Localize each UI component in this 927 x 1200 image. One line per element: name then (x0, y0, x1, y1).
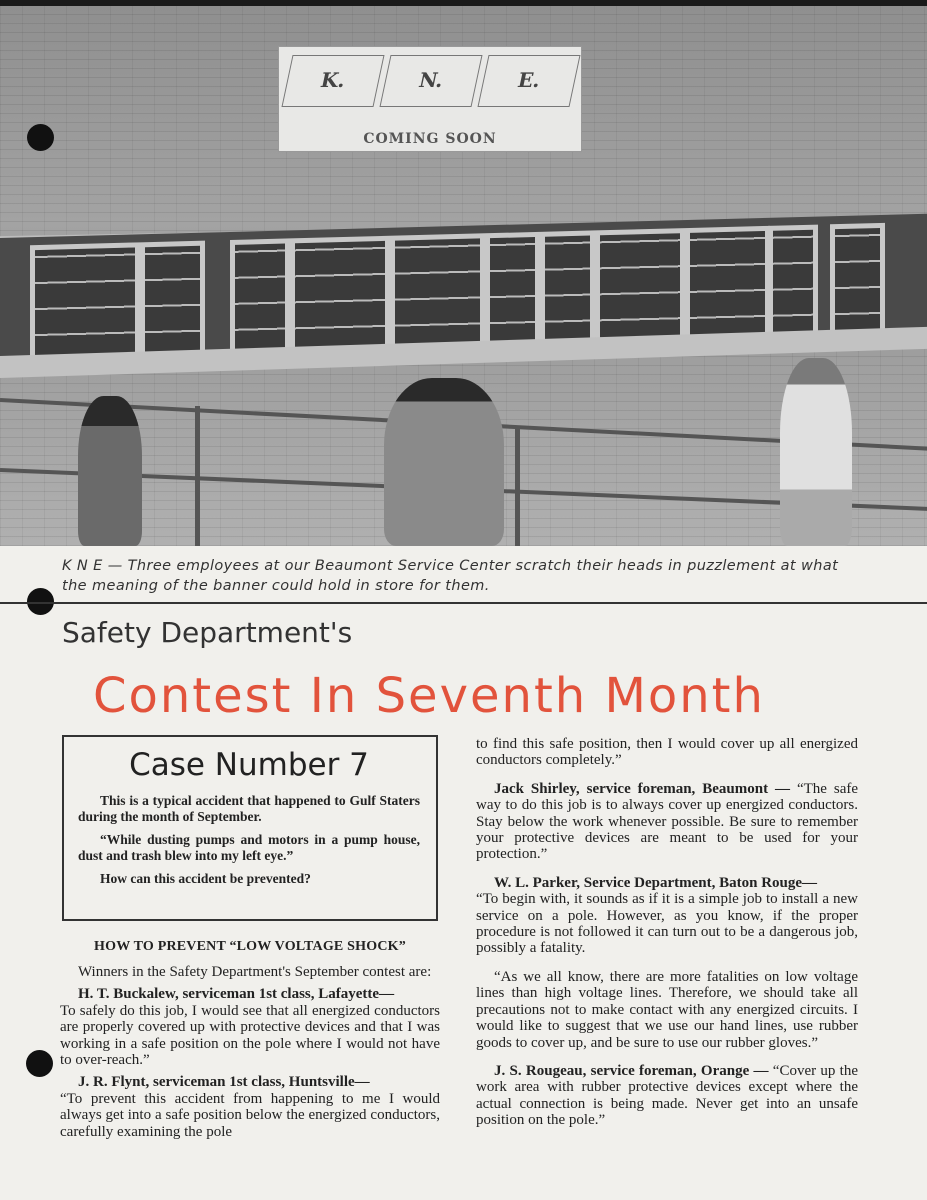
case-paragraph: “While dusting pumps and motors in a pump house, dust and trash blew into my left eye.” (78, 832, 420, 863)
entry: J. S. Rougeau, service foreman, Orange — “Cover up the work area with rubber protective devices except where the actual connection is being made. Never get into an unsafe position on the pole.” (476, 1062, 859, 1129)
banner-text: COMING SOON (363, 131, 497, 147)
person-center (384, 378, 504, 546)
entry-name: J. S. Rougeau, service foreman, Orange — (494, 1062, 769, 1079)
case-box (62, 735, 438, 921)
binder-hole (26, 1050, 53, 1077)
entry-name: Jack Shirley, service foreman, Beaumont — (494, 780, 791, 797)
entry: W. L. Parker, Service Department, Baton Rouge— “To begin with, it sounds as if it is a simple job to install a new service on a pole. However, as you know, if the proper procedure is not followed it can turn out to be a dangerous job, possibly a fatality. (476, 874, 858, 957)
article-column-right (476, 736, 858, 1135)
photo-service-center (0, 6, 927, 546)
entry-continued: to find this safe position, then I would cover up all energized conductors completely.” (476, 736, 858, 769)
entry: Jack Shirley, service foreman, Beaumont — “The safe way to do this job is to always cover up energized conductors. Stay below the work whenever possible. Be sure to remember your protective devices are meant to be used for your protection.” (476, 780, 858, 863)
kicker: Safety Department's (62, 616, 353, 649)
kne-banner: K. N. E. COMING SOON (278, 46, 582, 152)
entry-continued: “As we all know, there are more fatalities on low voltage lines than high voltage lines. Therefore, we should take all precautions not to make contact with any energized circuits. I would like to suggest that we use our hand lines, use rubber goods to cover up, and be sure to use our rubber gloves.” (476, 968, 858, 1051)
entry-name: W. L. Parker, Service Department, Baton Rouge— (494, 874, 818, 891)
person-right (780, 358, 852, 546)
headline: Contest In Seventh Month (93, 668, 765, 724)
article-column-left (60, 939, 440, 1146)
case-title: Case Number 7 (129, 747, 369, 783)
article-intro: Winners in the Safety Department's September contest are: (78, 964, 432, 980)
person-left (78, 396, 142, 546)
divider (0, 602, 927, 604)
case-question: How can this accident be prevented? (100, 871, 311, 886)
case-paragraph: This is a typical accident that happened to Gulf Staters during the month of September. (78, 793, 420, 824)
entry: H. T. Buckalew, serviceman 1st class, Lafayette— To safely do this job, I would see that all energized conductors are properly covered up with protective devices and that I was working in a safe position on the pole where I would not have to over-reach.” (60, 986, 440, 1069)
entry: J. R. Flynt, serviceman 1st class, Huntsville— “To prevent this accident from happening to me I would always get into a safe position below the energized conductors, carefully examining the pole (60, 1074, 440, 1140)
entry-name: J. R. Flynt, serviceman 1st class, Huntsville— (78, 1074, 370, 1091)
binder-hole (27, 124, 54, 151)
photo-caption: K N E — Three employees at our Beaumont Service Center scratch their heads in puzzlement at what the meaning of the banner could hold in store for them. (62, 558, 839, 594)
entry-name: H. T. Buckalew, serviceman 1st class, Lafayette— (78, 986, 395, 1003)
article-heading: HOW TO PREVENT “LOW VOLTAGE SHOCK” (94, 939, 406, 954)
